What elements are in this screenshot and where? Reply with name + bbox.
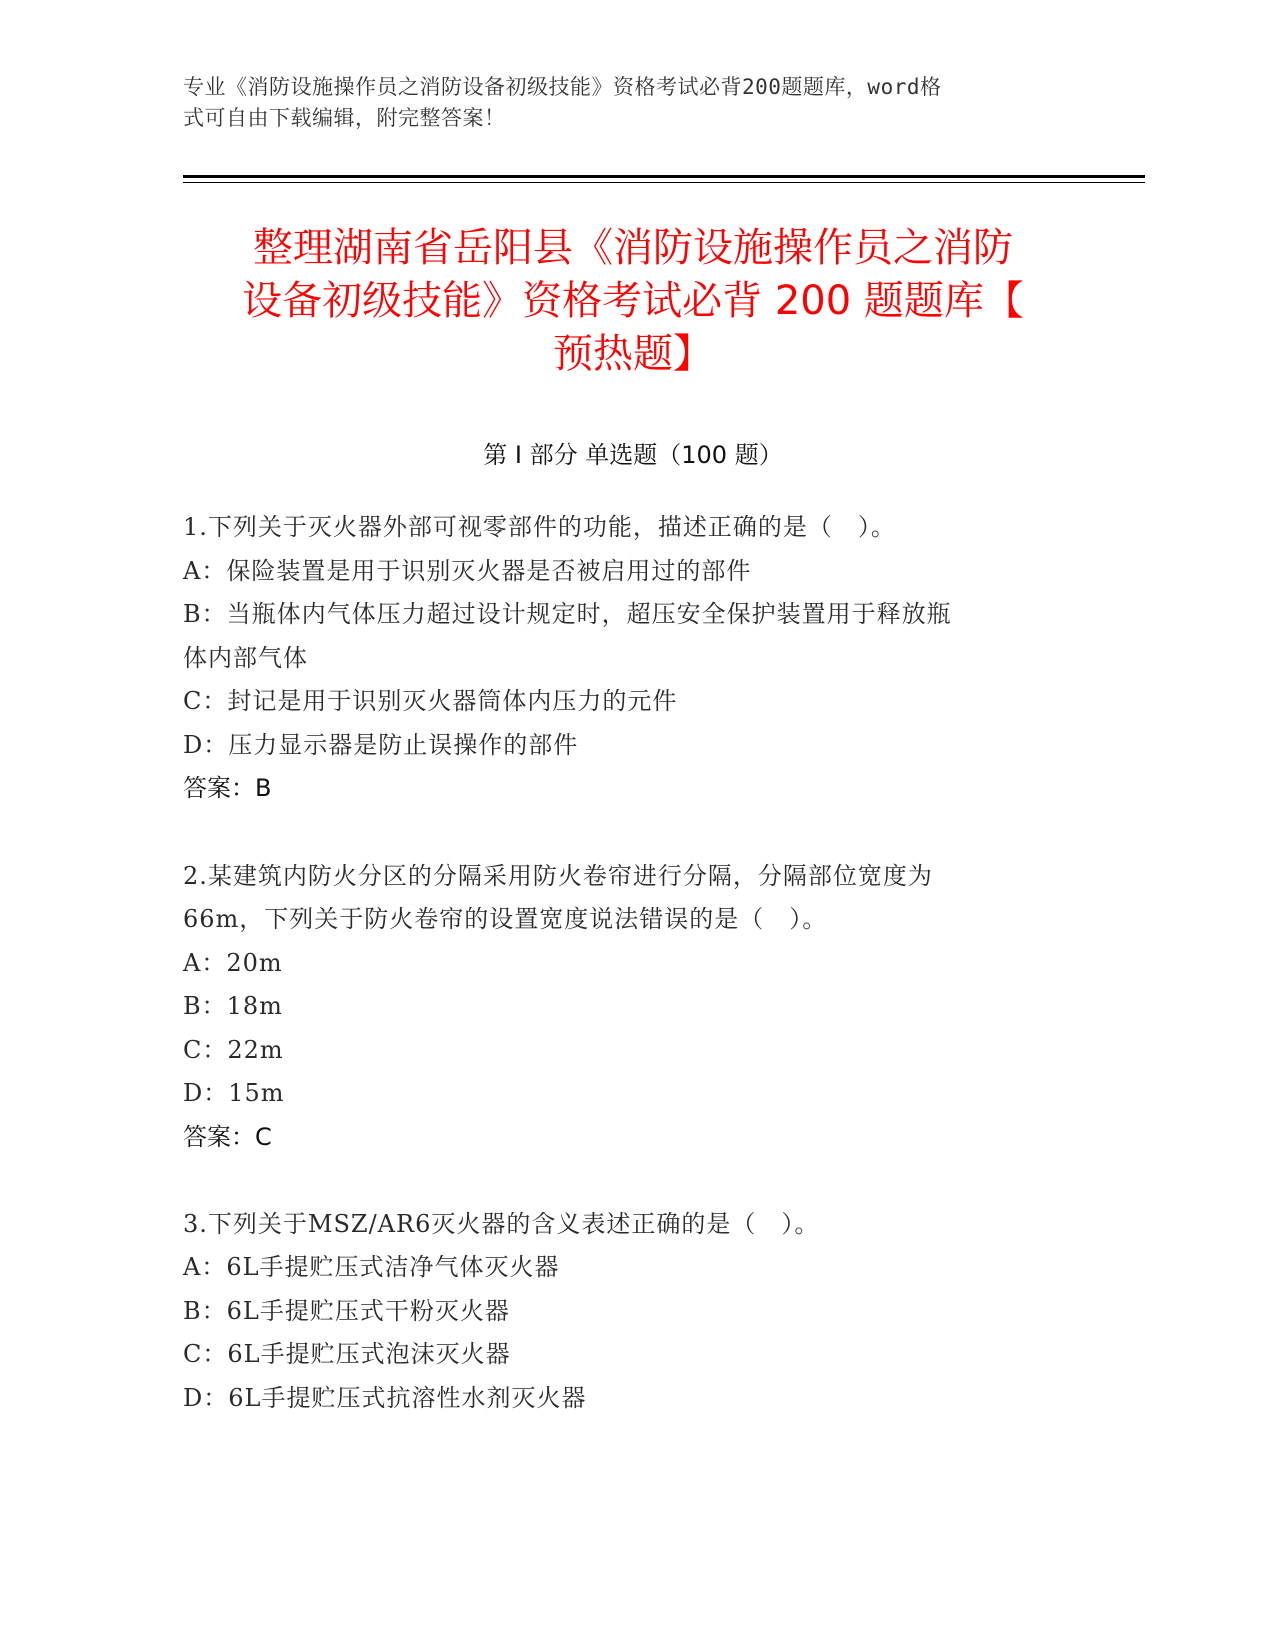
question-1-option-a: A：保险装置是用于识别灭火器是否被启用过的部件 [183,557,752,585]
question-3-option-a: A：6L手提贮压式洁净气体灭火器 [183,1253,560,1281]
question-3-option-d: D：6L手提贮压式抗溶性水剂灭火器 [183,1384,587,1412]
question-2-option-c: C：22m [183,1036,284,1064]
question-1-option-b-cont: 体内部气体 [183,644,308,672]
question-3-option-b: B：6L手提贮压式干粉灭火器 [183,1297,510,1325]
question-1-answer: 答案：B [183,774,272,802]
question-3-option-c: C：6L手提贮压式泡沫灭火器 [183,1340,511,1368]
document-title [183,222,1083,381]
question-2-option-d: D：15m [183,1079,285,1107]
document-title-line-2: 设备初级技能》资格考试必背 200 题题库【 [242,278,1024,324]
header-note-line-1: 专业《消防设施操作员之消防设备初级技能》资格考试必背200题题库，word格 [183,75,942,99]
question-2-option-b: B：18m [183,992,283,1020]
header-rule-thick [183,175,1145,178]
document-title-line-3: 预热题】 [553,331,713,377]
question-1-option-d: D：压力显示器是防止误操作的部件 [183,731,579,759]
question-2-stem-line-2: 66m，下列关于防火卷帘的设置宽度说法错误的是（ ）。 [183,905,828,933]
question-3-stem: 3.下列关于MSZ/AR6灭火器的含义表述正确的是（ ）。 [183,1210,820,1238]
document-title-line-1: 整理湖南省岳阳县《消防设施操作员之消防 [253,225,1013,271]
header-note [183,72,1063,134]
question-1-option-b: B：当瓶体内气体压力超过设计规定时，超压安全保护装置用于释放瓶 [183,600,952,628]
header-rule-thin [183,182,1145,183]
question-2-option-a: A：20m [183,949,283,977]
question-2-stem-line-1: 2.某建筑内防火分区的分隔采用防火卷帘进行分隔，分隔部位宽度为 [183,862,933,890]
section-heading: 第 I 部分 单选题（100 题） [483,441,783,469]
question-1-stem: 1.下列关于灭火器外部可视零部件的功能，描述正确的是（ ）。 [183,513,896,541]
question-2-answer: 答案：C [183,1123,272,1151]
question-1-option-c: C：封记是用于识别灭火器筒体内压力的元件 [183,687,678,715]
header-note-line-2: 式可自由下载编辑，附完整答案！ [183,106,506,130]
